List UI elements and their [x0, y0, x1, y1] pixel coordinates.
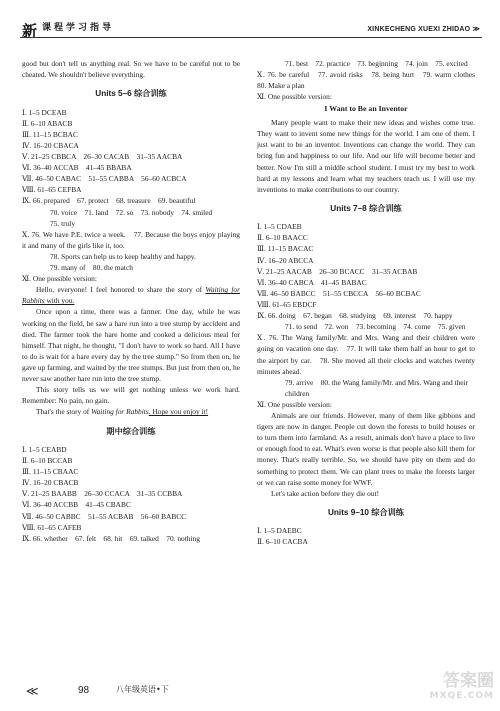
answer-list [22, 444, 240, 544]
section-title: Units 7–8 综合训练 [330, 203, 402, 213]
answer-line: Ⅲ. 11–15 BACAC [257, 244, 314, 254]
answer-line: Ⅸ. 66. prepared 67. protect 68. treasure 69. beautiful [22, 196, 196, 206]
logo-mark: 新 [22, 22, 38, 40]
section-title: Units 5–6 综合训练 [95, 89, 167, 99]
page-footer [0, 671, 500, 710]
answer-line: Ⅰ. 1–5 CEABD [22, 444, 67, 454]
answer-line: Ⅲ. 11–15 BCBAC [22, 129, 78, 139]
answer-line: Ⅳ. 16–20 CBACA [22, 140, 79, 150]
brand-title: 课程学习指导 [42, 23, 115, 33]
answer-line: Ⅹ. 76. be careful 77. avoid risks 78. being hurt 79. warm clothes 80. Make a plan [257, 70, 483, 91]
page-number: 98 [78, 685, 90, 696]
answer-line: Ⅰ. 1–5 DCEAB [22, 107, 67, 117]
answer-line: Ⅺ. One possible version: [22, 274, 97, 284]
answer-line: Ⅱ. 6–10 CACBA [257, 537, 308, 547]
answer-line: Ⅵ. 36–40 ACCAB 41–45 BBABA [22, 163, 132, 173]
page-header [0, 0, 500, 42]
chevron-left-icon: ≪ [26, 684, 39, 698]
answer-line: Ⅷ. 61–65 CEFBA [22, 185, 82, 195]
answer-line: Ⅵ. 36–40 ACCBB 41–45 CBABC [22, 500, 131, 510]
essay-paragraph: That's the story of Waiting for Rabbits. Hope you enjoy it! [36, 407, 209, 417]
answer-line: Ⅵ. 36–40 CABCA 41–45 BABAC [257, 277, 367, 287]
brand-pinyin: XINKECHENG XUEXI ZHIDAO ≫ [367, 26, 480, 33]
answer-line: Ⅸ. 66. doing 67. began 68. studying 69. interest 70. happy [257, 311, 453, 321]
watermark-logo: 答案圈 MXQE.COM [429, 671, 494, 701]
essay-paragraph: Many people want to make their new ideas and wishes come true. They want to invent some new things for the world. I am one of them. I just want to be an inventor. Inventions can change the world. They can bring fun and happiness to our life. And our life will become better and better. Now I'm still a middle school student. I must try my best to work hard at my lessons and learn what my teachers teach us. I will use my inventions to make contributions to our country. [257, 118, 475, 194]
answer-line: 70. voice 71. land 72. so 73. nobody 74. smiled [50, 207, 213, 217]
answer-line: Ⅳ. 16–20 ABCCA [257, 255, 314, 265]
answer-line: Ⅺ. One possible version: [257, 92, 332, 102]
answer-line: Ⅷ. 61–65 EBDCF [257, 299, 317, 309]
answer-line: 71. best 72. practice 73. beginning 74. join 75. excited [285, 59, 468, 68]
answer-list [22, 107, 240, 196]
essay-paragraph: Once upon a time, there was a farmer. One day, while he was working on the field, he saw a hare run into a tree stump by accident and died. The farmer took the hare home and cooked a delicious meal for himself. That night, he thought, "I don't have to work so hard. All I have to do is wait for a hare every day by the tree stump." So from then on, he gave up farming, and waited by the tree stumps. But just from then on, he never saw another hare run into the tree stump. [22, 307, 240, 384]
answer-line: Ⅹ. 76. The Wang family/Mr. and Mrs. Wang and their children were going on vacation one day. 77. It will take them half an hour to get to the airport by car. 78. She moved all their clocks and watches twenty minutes ahead. [257, 333, 475, 376]
header-divider [20, 37, 482, 38]
section-title: Units 9–10 综合训练 [328, 507, 404, 517]
answer-line: Ⅶ. 46–50 CABBC 51–55 ACBAB 56–60 BABCC [22, 511, 187, 521]
answer-line: Ⅶ. 46–50 BABCC 51–55 CBCCA 56–60 BCBAC [257, 288, 421, 298]
left-column [22, 58, 240, 544]
answer-line: Ⅶ. 46–50 CABAC 51–55 CABBA 56–60 ACBCA [22, 174, 187, 184]
answer-line: Ⅱ. 6–10 ABACB [22, 118, 73, 128]
answer-line: Ⅰ. 1–5 CDAEB [257, 222, 302, 232]
right-column [257, 58, 483, 547]
answer-line: 71. to send 72. won 73. becoming 74. come 75. given [285, 322, 466, 332]
answer-line: Ⅺ. One possible version: [257, 399, 332, 409]
answer-line: 79. arrive 80. the Wang family/Mr. and Mrs. Wang and their children [285, 377, 469, 398]
answer-line: Ⅴ. 21–25 AACAB 26–30 BCACC 31–35 ACBAB [257, 266, 418, 276]
answer-line: Ⅴ. 21–25 BAABB 26–30 CCACA 31–35 CCBBA [22, 489, 183, 499]
paragraph: good but don't tell us anything real. So we have to be careful not to be cheated. We shouldn't believe everything. [22, 59, 240, 80]
answer-line: Ⅷ. 61–65 CAFEB [22, 522, 82, 532]
essay-paragraph: Animals are our friends. However, many of them like gibbons and tigers are now in danger. People cut down the forests to build houses or to turn them into farmland. As a result, animals don't have a place to live or enough food to eat. What's even worse is that people also kill them for money. That's really terrible. So, we should have pity on them and do something to protect them. We can plant trees to make the forests larger or we can raise some money for WWF. [257, 411, 475, 487]
answer-line: Ⅰ. 1–5 DAEBC [257, 526, 302, 536]
answer-line: 75. truly [50, 218, 76, 228]
answer-line: Ⅱ. 6–10 BCCAB [22, 455, 73, 465]
essay-paragraph: This story tells us we will get nothing unless we work hard. Remember: No pain, no gain. [22, 385, 240, 406]
answer-line: Ⅴ. 21–25 CBBCA 26–30 CACAB 31–35 AACBA [22, 151, 183, 161]
book-label: 八年级英语•下 [116, 685, 169, 694]
story-title: Waiting for Rabbits [91, 407, 149, 417]
answer-line: Ⅹ. 76. We have P.E. twice a week. 77. Because the boys enjoy playing it and many of the girls like it, too. [22, 229, 240, 250]
section-title: 期中综合训练 [106, 426, 156, 436]
answer-line: Ⅱ. 6–10 BAACC [257, 233, 308, 243]
answer-line: Ⅳ. 16–20 CBACB [22, 478, 79, 488]
essay-title: I Want to Be an Inventor [324, 104, 408, 114]
essay-paragraph: Let's take action before they die out! [271, 488, 380, 498]
story-title: Waiting for Rabbits [22, 285, 240, 306]
answer-line: Ⅸ. 66. whether 67. felt 68. hit 69. talked 70. nothing [22, 533, 200, 543]
answer-list [257, 221, 475, 310]
chevron-right-icon: ≫ [470, 26, 480, 33]
answer-line: 78. Sports can help us to keep healthy and happy. [50, 251, 196, 261]
answer-line: Ⅲ. 11–15 CBAAC [22, 467, 79, 477]
answer-line: 79. many of 80. the match [50, 263, 133, 273]
answer-list [257, 525, 475, 547]
essay-paragraph: Hello, everyone! I feel honored to share the story of Waiting for Rabbits with you. [22, 285, 240, 306]
